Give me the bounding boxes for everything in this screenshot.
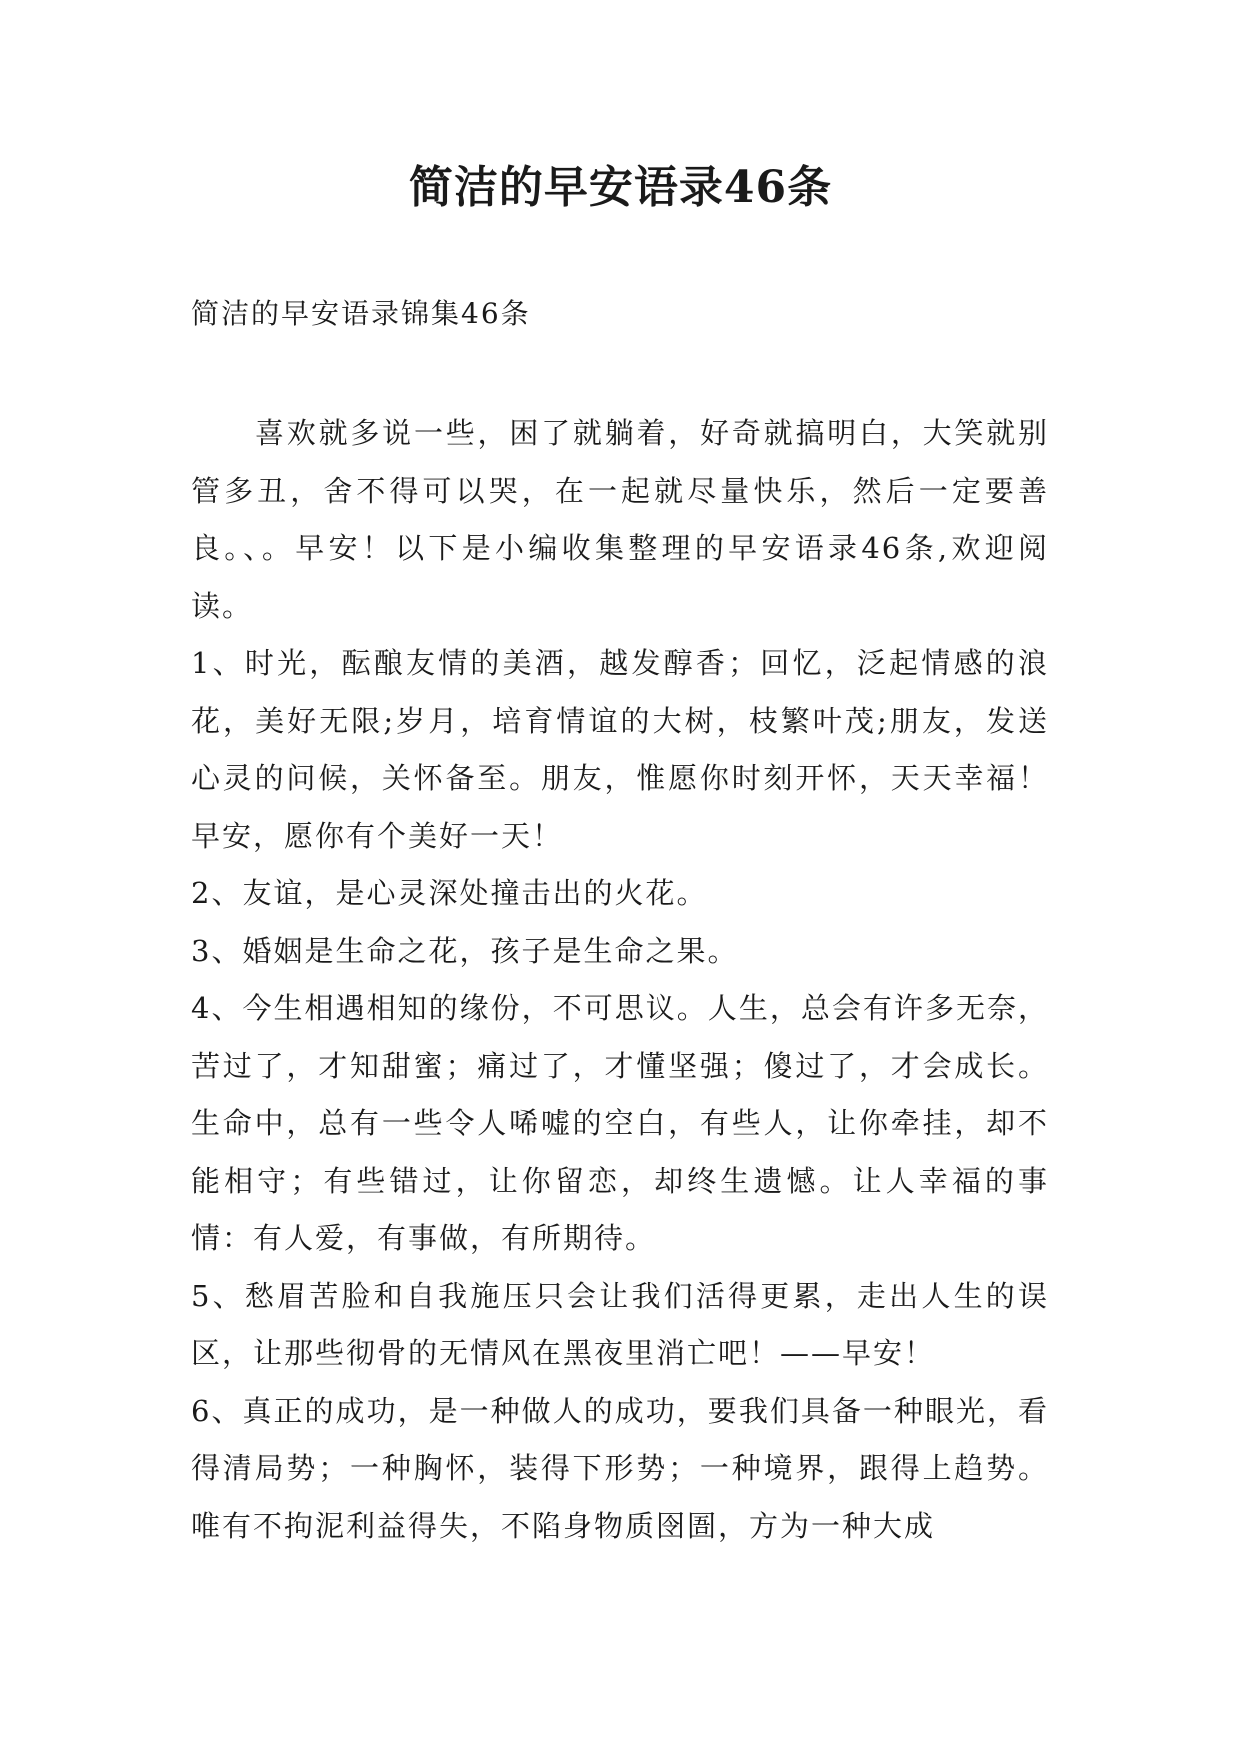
document-body: [191, 405, 1049, 1555]
quote-item-4: 4、今生相遇相知的缘份，不可思议。人生，总会有许多无奈，苦过了，才知甜蜜；痛过了，才懂坚强；傻过了，才会成长。生命中，总有一些令人唏嘘的空白，有些人，让你牵挂，却不能相守；有些错过，让你留恋，却终生遗憾。让人幸福的事情：有人爱，有事做，有所期待。: [191, 991, 1049, 1255]
document-subtitle: 简洁的早安语录锦集46条: [191, 297, 531, 330]
quote-item-2: 2、友谊，是心灵深处撞击出的火花。: [191, 876, 708, 910]
intro-paragraph: 喜欢就多说一些，困了就躺着，好奇就搞明白，大笑就别管多丑，舍不得可以哭，在一起就尽量快乐，然后一定要善良。、。早安！以下是小编收集整理的早安语录46条,欢迎阅读。: [191, 416, 1049, 623]
quote-item-6: 6、真正的成功，是一种做人的成功，要我们具备一种眼光，看得清局势；一种胸怀，装得下形势；一种境界，跟得上趋势。唯有不拘泥利益得失，不陷身物质囹圄，方为一种大成: [191, 1393, 1049, 1543]
quote-item-1: 1、时光，酝酿友情的美酒，越发醇香；回忆，泛起情感的浪花，美好无限;岁月，培育情谊的大树，枝繁叶茂;朋友，发送心灵的问候，关怀备至。朋友，惟愿你时刻开怀，天天幸福！早安，愿你有个美好一天！: [191, 646, 1049, 853]
quote-item-5: 5、愁眉苦脸和自我施压只会让我们活得更累，走出人生的误区，让那些彻骨的无情风在黑夜里消亡吧！——早安！: [191, 1278, 1049, 1370]
quote-item-3: 3、婚姻是生命之花，孩子是生命之果。: [191, 933, 739, 968]
document-title: 简洁的早安语录46条: [408, 162, 833, 213]
